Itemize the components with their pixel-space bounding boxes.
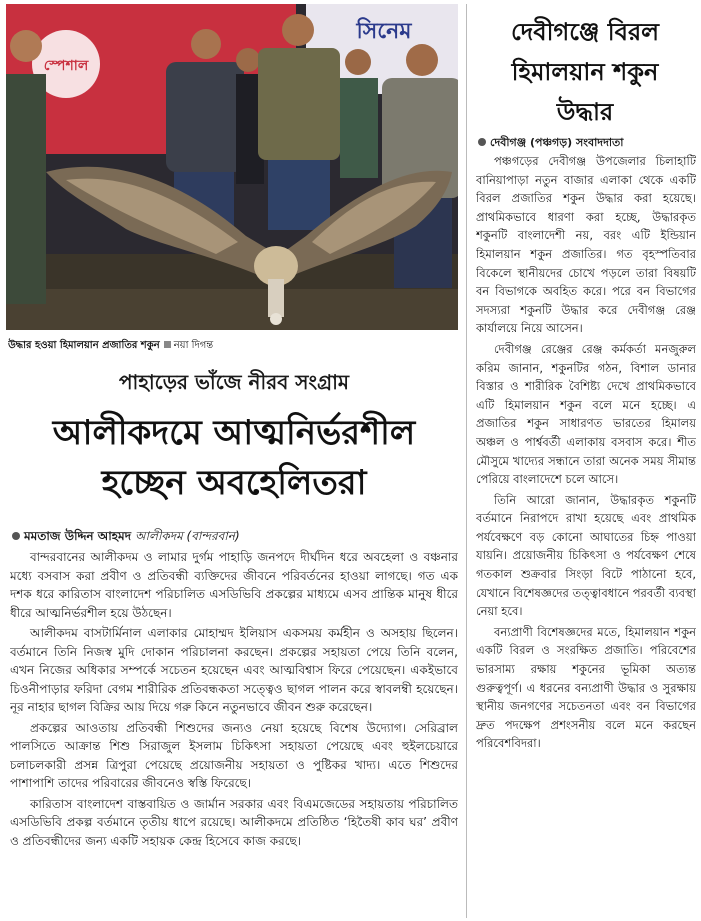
vulture-rescue-image — [6, 4, 458, 330]
story-byline — [12, 528, 458, 548]
headline-line-2: হচ্ছেন অবহেলিতরা — [101, 463, 367, 503]
dateline: আলীকদম (বান্দরবান) — [135, 529, 240, 543]
banner-right-text: সিনেম — [356, 19, 412, 44]
caption-square-icon — [164, 341, 171, 348]
right-story-byline — [478, 134, 696, 153]
story-headline — [10, 408, 458, 508]
paragraph: কারিতাস বাংলাদেশ বাস্তবায়িত ও জার্মান সরকার এবং বিএমজেডের সহায়তায় পরিচালিত এসডিভিবি প্রকল্প বর্তমানে তৃতীয় ধাপে রয়েছে। আলীকদমে প্রতিষ্ঠিত ‘হিতৈষী কাব ঘর’ প্রবীণ ও প্রতিবন্ধীদের জন্য একটি সহায়ক কেন্দ্র হিসেবে কাজ করছে। — [10, 796, 458, 848]
author-name: মমতাজ উদ্দিন আহমদ — [24, 529, 131, 543]
paragraph: পঞ্চগড়ের দেবীগঞ্জ উপজেলার চিলাহাটি বানিয়াপাড়া নতুন বাজার এলাকা থেকে একটি বিরল প্রজাতির শকুন উদ্ধার করা হয়েছে। প্রাথমিকভাবে ধারণা করা হচ্ছে, উদ্ধারকৃত শকুনটি বাংলাদেশী নয়, বরং এটি ইন্ডিয়ান হিমালয়ান শকুন প্রজাতির। গত বৃহস্পতিবার বিকেলে স্থানীয়দের চোখে পড়লে তারা বিষয়টি বন বিভাগকে অবহিত করে। পরে বন বিভাগের সদস্যরা শকুনটি উদ্ধার করে দেবীগঞ্জ রেঞ্জ কার্যালয়ে নিয়ে আসেন। — [476, 154, 696, 336]
column-divider — [466, 4, 467, 918]
headline-line-1: আলীকদমে আত্মনির্ভরশীল — [52, 413, 416, 453]
right-headline-line-2: হিমালয়ান শকুন — [511, 58, 659, 86]
right-story-headline — [476, 12, 694, 132]
correspondent: দেবীগঞ্জ (পঞ্চগড়) সংবাদদাতা — [490, 136, 624, 149]
story-body — [10, 548, 458, 918]
paragraph: প্রকল্পের আওতায় প্রতিবন্ধী শিশুদের জন্যও নেয়া হয়েছে বিশেষ উদ্যোগ। সেরিব্রাল পালসিতে আক্রান্ত শিশু সিরাজুল ইসলাম চিকিৎসা সহায়তা পেয়েছে এবং হুইলচেয়ারে চলাচলকারী প্রসন্ন ত্রিপুরা পেয়েছে প্রয়োজনীয় সহায়তা ও পুষ্টিকর খাদ্য। এতে শিশুদের পাশাপাশি তাদের পরিবারের জীবনেও স্বস্তি ফিরেছে। — [10, 720, 458, 790]
paragraph: তিনি আরো জানান, উদ্ধারকৃত শকুনটি বর্তমানে নিরাপদে রাখা হয়েছে এবং প্রাথমিক পর্যবেক্ষণে বড় কোনো আঘাতের চিহ্ন পাওয়া যায়নি। প্রয়োজনীয় চিকিৎসা ও পর্যবেক্ষণ শেষে গতকাল শুক্রবার সিংড়া বিটে পাঠানো হবে, যেখানে বিশেষজ্ঞদের তত্ত্বাবধানে পরবর্তী ব্যবস্থা নেয়া হবে। — [476, 492, 696, 619]
paragraph: আলীকদম বাসটার্মিনাল এলাকার মোহাম্মদ ইলিয়াস একসময় কর্মহীন ও অসহায় ছিলেন। বর্তমানে তিনি নিজস্ব মুদি দোকান পরিচালনা করছেন। প্রকল্পের সহায়তা পেয়ে তিনি বলেন, এখন নিজের অধিকার সম্পর্কে সচেতন হয়েছেন এবং আত্মবিশ্বাস ফিরে পেয়েছেন। একইভাবে চিওনীপাড়ার ফরিদা বেগম শারীরিক প্রতিবন্ধকতা সত্ত্বেও ছাগল পালন করে স্বাবলম্বী হয়েছেন। নূর নাহার ছাগল বিক্রির আয় দিয়ে গরু কিনে নতুনভাবে জীবন শুরু করেছেন। — [10, 626, 458, 714]
banner-left-text: স্পেশাল — [43, 58, 89, 74]
bullet-icon — [478, 138, 486, 146]
bullet-icon — [12, 532, 20, 540]
caption-source: নয়া দিগন্ত — [173, 340, 214, 351]
caption-text: উদ্ধার হওয়া হিমালয়ান প্রজাতির শকুন — [8, 340, 160, 351]
right-headline-line-1: দেবীগঞ্জে বিরল — [510, 18, 660, 46]
paragraph: বান্দরবানের আলীকদম ও লামার দুর্গম পাহাড়ি জনপদে দীর্ঘদিন ধরে অবহেলা ও বঞ্চনার মধ্যে বসবাস করা প্রবীণ ও প্রতিবন্ধী ব্যক্তিদের জীবনে পরিবর্তনের হাওয়া লাগছে। গত এক দশক ধরে কারিতাস বাংলাদেশ পরিচালিত এসডিভিবি প্রকল্পের মাধ্যমে এসব প্রান্তিক মানুষ ধীরে ধীরে আত্মনির্ভরশীল হয়ে উঠছেন। — [10, 550, 458, 620]
paragraph: বন্যপ্রাণী বিশেষজ্ঞদের মতে, হিমালয়ান শকুন একটি বিরল ও সংরক্ষিত প্রজাতি। পরিবেশের ভারসাম্য রক্ষায় শকুনের ভূমিকা অত্যন্ত গুরুত্বপূর্ণ। এ ধরনের বন্যপ্রাণী উদ্ধার ও সুরক্ষায় স্থানীয় জনগণের সচেতনতা এবং বন বিভাগের দ্রুত পদক্ষেপ প্রশংসনীয় বলে মনে করছেন পরিবেশবিদরা। — [476, 624, 696, 751]
story-kicker: পাহাড়ের ভাঁজে নীরব সংগ্রাম — [118, 370, 350, 394]
paragraph: দেবীগঞ্জ রেঞ্জের রেঞ্জ কর্মকর্তা মনজুরুল করিম জানান, শকুনটির গঠন, বিশাল ডানার বিস্তার ও শারীরিক বৈশিষ্ট্য দেখে প্রাথমিকভাবে এটি হিমালয়ান শকুন বলে মনে হচ্ছে। এ প্রজাতির শকুন সাধারণত ভারতের হিমালয় অঞ্চল ও পার্শ্ববর্তী এলাকায় বসবাস করে। শীত মৌসুমে খাদ্যের সন্ধানে তারা অনেক সময় সীমান্ত পেরিয়ে বাংলাদেশে চলে আসে। — [476, 341, 696, 487]
photo-caption — [8, 338, 458, 355]
right-headline-line-3: উদ্ধার — [556, 98, 614, 126]
news-photo — [6, 4, 458, 330]
right-story-body — [476, 152, 696, 916]
